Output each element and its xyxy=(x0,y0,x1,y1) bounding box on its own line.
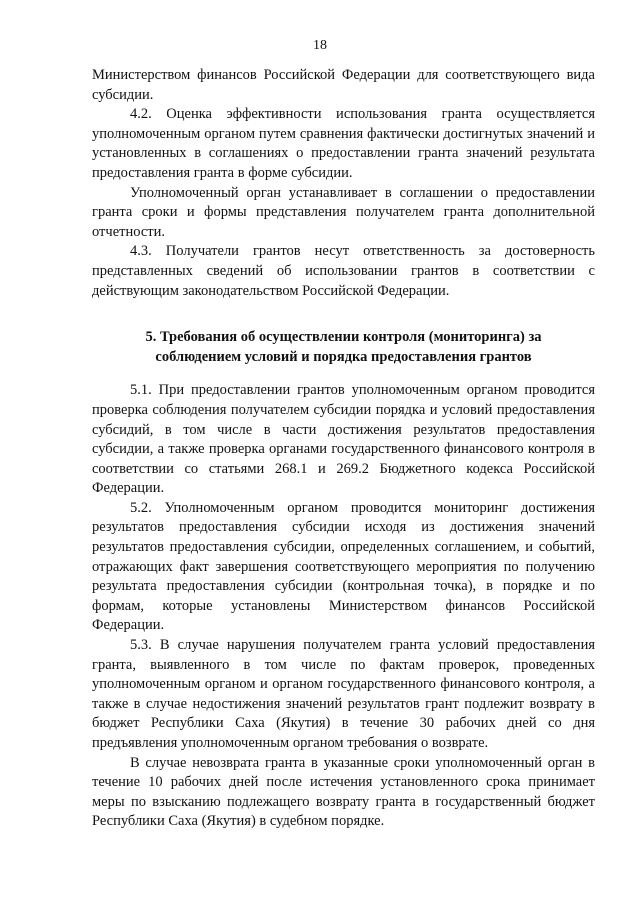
page-number: 18 xyxy=(313,38,327,53)
document-body xyxy=(92,66,595,832)
section-5-heading-line-2: соблюдением условий и порядка предоставления грантов xyxy=(155,348,532,365)
section-5-heading xyxy=(92,328,595,367)
paragraph-4-2: 4.2. Оценка эффективности использования гранта осуществляется уполномоченным органом путем сравнения фактически достигнутых значений и установленных в соглашениях о предоставлении гранта значений результата предоставления гранта в форме субсидии. xyxy=(92,106,595,181)
paragraph-4-3: 4.3. Получатели грантов несут ответственность за достоверность представленных сведений об использовании грантов в соответствии с действующим законодательством Российской Федерации. xyxy=(92,243,595,299)
paragraph-reporting: Уполномоченный орган устанавливает в соглашении о предоставлении гранта сроки и формы представления получателем гранта дополнительной отчетности. xyxy=(92,184,595,240)
paragraph-5-1: 5.1. При предоставлении грантов уполномоченным органом проводится проверка соблюдения получателем субсидии порядка и условий предоставления субсидий, в том числе в части достижения результатов предоставления субсидии, а также проверка органами государственного финансового контроля в соответствии со статьями 268.1 и 269.2 Бюджетного кодекса Российской Федерации. xyxy=(92,382,595,497)
paragraph-non-return: В случае невозврата гранта в указанные сроки уполномоченный орган в течение 10 рабочих дней после истечения установленного срока принимает меры по взысканию подлежащего возврату гранта в государственный бюджет Республики Саха (Якутия) в судебном порядке. xyxy=(92,754,595,830)
paragraph-5-3: 5.3. В случае нарушения получателем гранта условий предоставления гранта, выявленного в том числе по фактам проверок, проведенных уполномоченным органом и органом государственного финансового контроля, а также в случае недостижения значений результатов грант подлежит возврату в бюджет Республики Саха (Якутия) в течение 30 рабочих дней со дня предъявления уполномоченным органом требования о возврате. xyxy=(92,637,595,751)
paragraph-5-2: 5.2. Уполномоченным органом проводится мониторинг достижения результатов предоставления субсидии исходя из достижения значений результатов предоставления субсидии, определенных соглашением, и событий, отражающих факт завершения соответствующего мероприятия по получению результата предоставления субсидии (контрольная точка), в порядке и по формам, которые установлены Министерством финансов Российской Федерации. xyxy=(92,499,595,634)
section-5-heading-line-1: 5. Требования об осуществлении контроля (мониторинга) за xyxy=(145,329,542,346)
paragraph-continuation: Министерством финансов Российской Федерации для соответствующего вида субсидии. xyxy=(92,67,595,103)
